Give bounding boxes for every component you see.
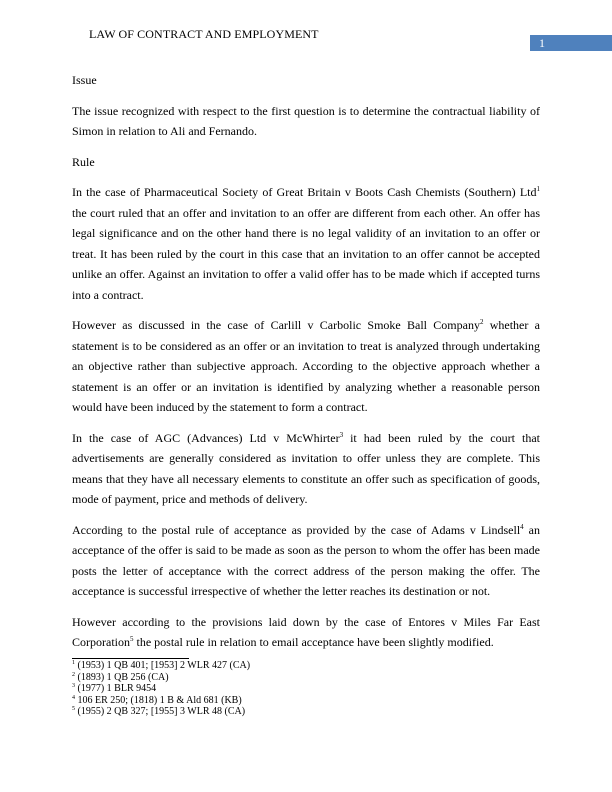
paragraph-text: However according to the provisions laid down by the case of Entores v Miles Far East Corporation <box>72 614 540 649</box>
paragraph-text: However as discussed in the case of Carlill v Carbolic Smoke Ball Company <box>72 318 480 332</box>
paragraph-text: According to the postal rule of acceptance as provided by the case of Adams v Lindsell <box>72 522 521 537</box>
paragraph-agc <box>72 428 540 510</box>
paragraph-text: an acceptance of the offer is said to be made as soon as the person to whom the offer has been made posts the letter of acceptance with the correct address of the person making the offer. The acceptance is successful irrespective of whether the letter reaches its destination or not. <box>72 522 540 598</box>
footnote-item <box>72 683 250 695</box>
footnote-ref[interactable]: 3 <box>339 430 344 439</box>
paragraph-entores <box>72 612 540 653</box>
footnote-number: 4 <box>72 694 75 701</box>
issue-heading: Issue <box>72 73 97 87</box>
footnote-item <box>72 695 250 707</box>
footnote-text: (1893) 1 QB 256 (CA) <box>75 671 169 683</box>
paragraph-text: it had been ruled by the court that advertisements are generally considered as invitation to offer unless they are complete. This means that they have all necessary elements to constitute an offer such as specification of goods, mode of payment, price and methods of delivery. <box>72 430 540 506</box>
running-header: LAW OF CONTRACT AND EMPLOYMENT <box>89 27 319 41</box>
page-number: 1 <box>530 35 612 51</box>
footnote-ref[interactable]: 5 <box>130 635 134 643</box>
footnote-number: 2 <box>72 671 75 678</box>
rule-heading: Rule <box>72 154 95 169</box>
footnote-item <box>72 672 250 684</box>
paragraph-text: the postal rule in relation to email acceptance have been slightly modified. <box>133 635 494 649</box>
paragraph-adams <box>72 520 540 602</box>
footnote-text: 106 ER 250; (1818) 1 B & Ald 681 (KB) <box>75 694 242 706</box>
paragraph-text: the court ruled that an offer and invitation to an offer are different from each other. An offer has legal significance and on the other hand there is no legal validity of an invitation to an offer or treat. It has been ruled by the court in this case that an invitation to an offer cannot be accepted unlike an offer. Against an invitation to offer a valid offer has to be made which if accepted turns into a contract. <box>72 205 540 302</box>
footnote-ref[interactable]: 4 <box>520 522 524 531</box>
footnote-number: 5 <box>72 706 75 713</box>
paragraph-text: In the case of Pharmaceutical Society of Great Britain v Boots Cash Chemists (Southern) Ltd <box>72 185 537 199</box>
footnote-number: 1 <box>72 660 75 666</box>
footnote-text: (1977) 1 BLR 9454 <box>75 683 157 695</box>
footnotes <box>72 660 250 718</box>
footnote-text: (1955) 2 QB 327; [1955] 3 WLR 48 (CA) <box>75 706 246 718</box>
footnote-number: 3 <box>72 683 75 690</box>
issue-paragraph: The issue recognized with respect to the first question is to determine the contractual liability of Simon in relation to Ali and Fernando. <box>72 103 540 138</box>
footnote-ref[interactable]: 2 <box>479 318 484 326</box>
paragraph-carlill <box>72 315 540 418</box>
footnote-item <box>72 706 250 718</box>
paragraph-text: whether a statement is to be considered as an offer or an invitation to treat is analyzed through undertaking an objective rather than subjective approach. According to the objective approach whether a statement is an offer or an invitation is identified by analyzing whether a reasonable person would have been induced by the statement to form a contract. <box>72 318 540 414</box>
document-body <box>72 70 540 663</box>
footnote-ref[interactable]: 1 <box>536 185 540 193</box>
paragraph-boots <box>72 182 540 305</box>
paragraph-text: In the case of AGC (Advances) Ltd v McWhirter <box>72 430 340 445</box>
footnote-text: (1953) 1 QB 401; [1953] 2 WLR 427 (CA) <box>75 660 251 671</box>
footnote-separator <box>72 658 189 659</box>
footnote-item <box>72 660 250 672</box>
